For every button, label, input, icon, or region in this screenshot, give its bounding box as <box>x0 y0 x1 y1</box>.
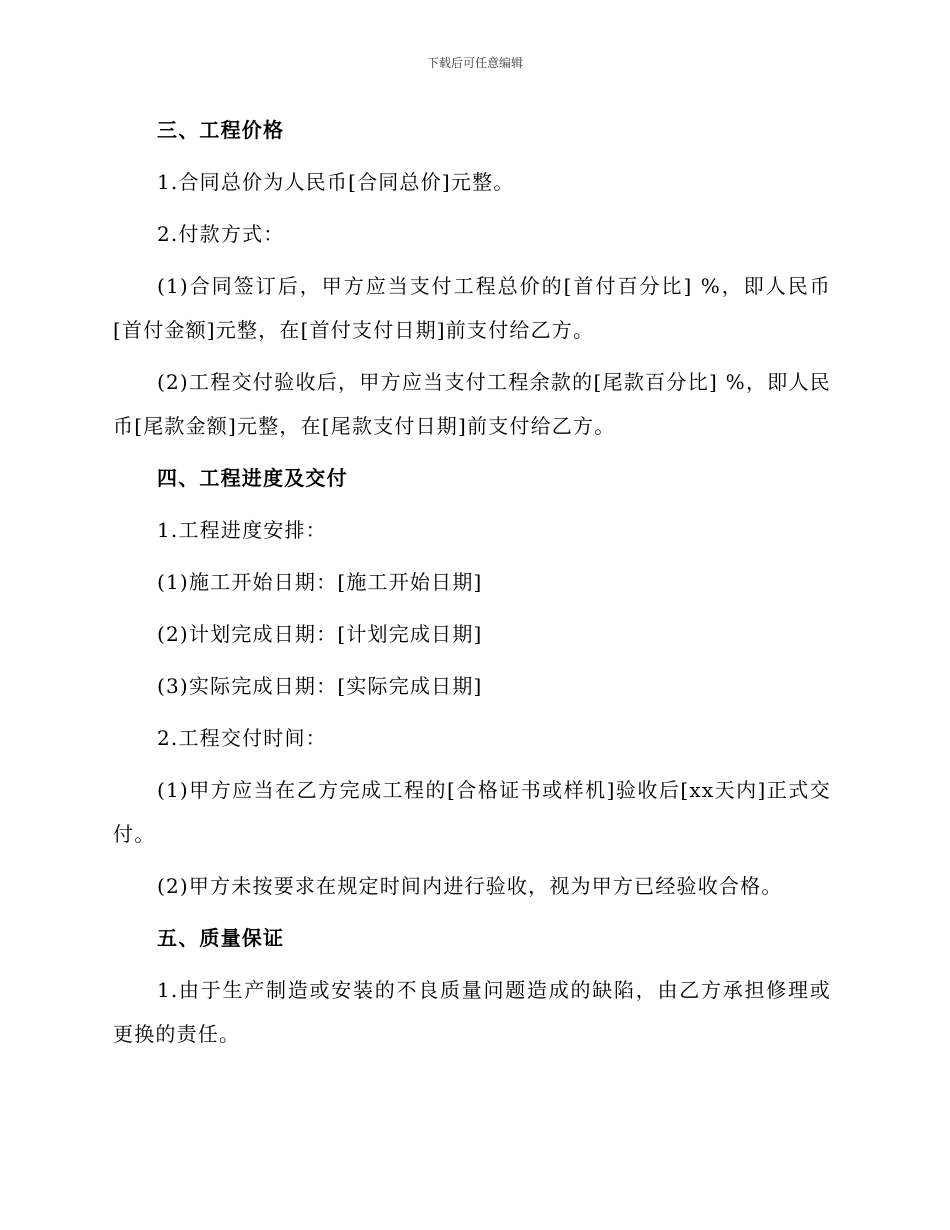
paragraph-payment-method: 2.付款方式： <box>157 222 285 246</box>
paragraph-actual-end-date: (3)实际完成日期：[实际完成日期] <box>157 674 483 698</box>
paragraph-acceptance-default: (2)甲方未按要求在规定时间内进行验收，视为甲方已经验收合格。 <box>157 874 783 898</box>
section-heading-price: 三、工程价格 <box>157 118 285 142</box>
paragraph-final-payment: (2)工程交付验收后，甲方应当支付工程余款的[尾款百分比] %，即人民币[尾款金额]元整，在[尾款支付日期]前支付给乙方。 <box>113 370 831 438</box>
paragraph-delivery-rule: (1)甲方应当在乙方完成工程的[合格证书或样机]验收后[xx天内]正式交付。 <box>113 778 831 846</box>
page-header-note: 下载后可任意编辑 <box>426 56 523 70</box>
section-heading-quality: 五、质量保证 <box>157 926 285 950</box>
paragraph-total-price: 1.合同总价为人民币[合同总价]元整。 <box>157 170 515 194</box>
section-heading-schedule: 四、工程进度及交付 <box>157 466 348 490</box>
paragraph-planned-end-date: (2)计划完成日期：[计划完成日期] <box>157 622 483 646</box>
paragraph-quality-defects: 1.由于生产制造或安装的不良质量问题造成的缺陷，由乙方承担修理或更换的责任。 <box>113 978 831 1046</box>
document-body <box>113 108 831 1064</box>
paragraph-first-payment: (1)合同签订后，甲方应当支付工程总价的[首付百分比] %，即人民币[首付金额]元整，在[首付支付日期]前支付给乙方。 <box>113 274 831 342</box>
paragraph-delivery-time: 2.工程交付时间： <box>157 726 327 750</box>
paragraph-start-date: (1)施工开始日期：[施工开始日期] <box>157 570 483 594</box>
paragraph-schedule-plan: 1.工程进度安排： <box>157 518 327 542</box>
